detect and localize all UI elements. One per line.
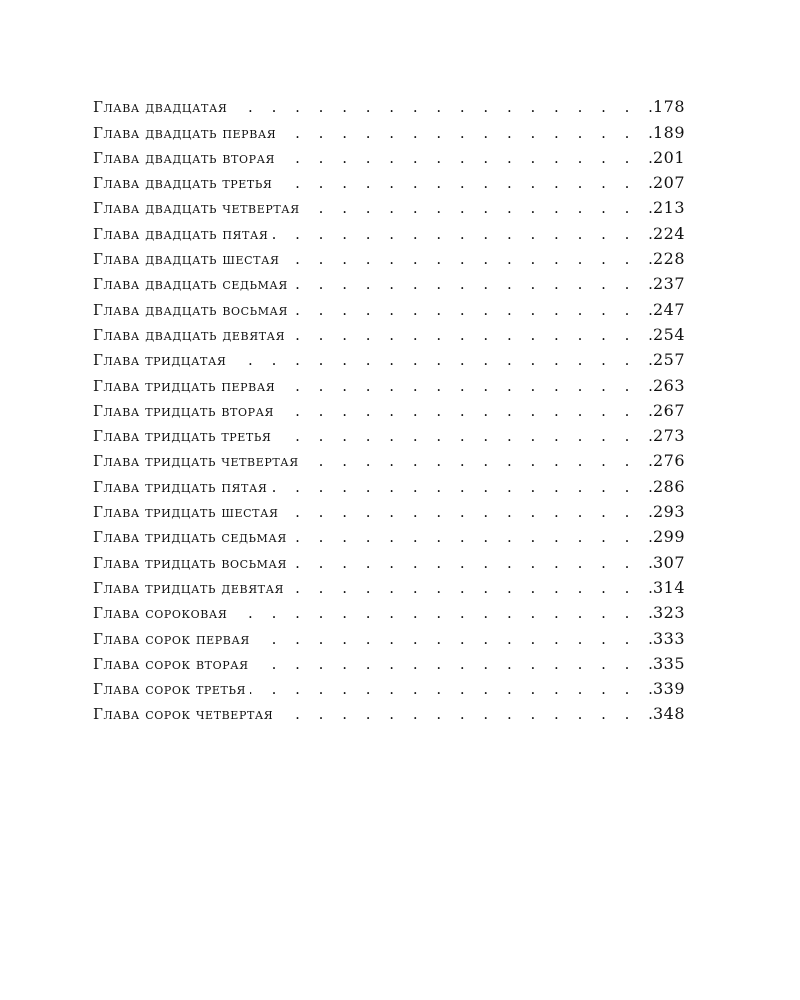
toc-dot-leader	[276, 173, 653, 193]
toc-entry[interactable]	[93, 471, 685, 496]
toc-entry-title: Глава тридцать восьмая	[93, 553, 287, 572]
toc-entry-page-number: 339	[652, 679, 685, 699]
toc-entry[interactable]	[93, 421, 685, 446]
toc-entry[interactable]	[93, 244, 685, 269]
toc-dot-leader	[291, 553, 653, 573]
toc-entry-title: Глава двадцать третья	[93, 174, 273, 193]
toc-entry[interactable]	[93, 92, 685, 117]
toc-entry-title: Глава сорок четвертая	[93, 705, 274, 724]
toc-entry-page-number: 348	[652, 704, 685, 724]
toc-entry-title: Глава двадцать пятая	[93, 224, 269, 243]
toc-dot-leader	[291, 527, 653, 547]
toc-entry-title: Глава двадцатая	[93, 98, 228, 117]
toc-entry[interactable]	[93, 320, 685, 345]
toc-entry-title: Глава двадцать шестая	[93, 250, 280, 269]
toc-entry-title: Глава двадцать девятая	[93, 325, 286, 344]
toc-dot-leader	[278, 401, 653, 421]
toc-dot-leader	[279, 376, 653, 396]
toc-entry-title: Глава сорок третья	[93, 680, 246, 699]
toc-entry[interactable]	[93, 143, 685, 168]
toc-dot-leader	[280, 123, 653, 143]
toc-entry[interactable]	[93, 168, 685, 193]
toc-entry[interactable]	[93, 396, 685, 421]
toc-dot-leader	[288, 578, 653, 598]
toc-entry[interactable]	[93, 497, 685, 522]
toc-dot-leader	[271, 477, 653, 497]
toc-entry-page-number: 273	[652, 426, 685, 446]
toc-entry[interactable]	[93, 598, 685, 623]
toc-entry-title: Глава тридцать третья	[93, 427, 272, 446]
toc-entry-page-number: 207	[652, 173, 685, 193]
toc-entry[interactable]	[93, 649, 685, 674]
toc-dot-leader	[303, 451, 653, 471]
toc-entry[interactable]	[93, 193, 685, 218]
toc-entry-page-number: 307	[652, 552, 685, 572]
toc-entry-title: Глава тридцатая	[93, 351, 227, 370]
toc-dot-leader	[230, 350, 653, 370]
toc-entry-title: Глава сороковая	[93, 604, 228, 623]
toc-dot-leader	[292, 274, 653, 294]
toc-dot-leader	[254, 629, 653, 649]
toc-entry-page-number: 333	[652, 628, 685, 648]
toc-dot-leader	[284, 249, 653, 269]
toc-entry-title: Глава двадцать вторая	[93, 148, 276, 167]
toc-entry[interactable]	[93, 117, 685, 142]
toc-entry-title: Глава двадцать восьмая	[93, 300, 288, 319]
toc-entry-page-number: 323	[652, 603, 685, 623]
toc-entry[interactable]	[93, 345, 685, 370]
toc-entry[interactable]	[93, 547, 685, 572]
toc-entry-title: Глава тридцать седьмая	[93, 528, 287, 547]
toc-entry-page-number: 276	[652, 451, 685, 471]
toc-dot-leader	[275, 426, 653, 446]
toc-entry-page-number: 263	[652, 375, 685, 395]
toc-dot-leader	[272, 224, 653, 244]
toc-entry[interactable]	[93, 623, 685, 648]
toc-dot-leader	[283, 502, 653, 522]
toc-entry-page-number: 247	[652, 299, 685, 319]
toc-dot-leader	[277, 704, 653, 724]
toc-entry[interactable]	[93, 573, 685, 598]
toc-entry-title: Глава тридцать шестая	[93, 503, 279, 522]
toc-entry-title: Глава тридцать первая	[93, 376, 276, 395]
toc-entry-title: Глава двадцать седьмая	[93, 275, 288, 294]
toc-entry-title: Глава сорок вторая	[93, 654, 249, 673]
toc-entry-page-number: 257	[652, 350, 685, 370]
toc-entry-page-number: 201	[652, 147, 685, 167]
toc-entry-page-number: 224	[652, 223, 685, 243]
toc-entry-page-number: 299	[652, 527, 685, 547]
toc-entry-title: Глава тридцать пятая	[93, 477, 268, 496]
toc-entry-page-number: 314	[652, 577, 685, 597]
toc-entry-title: Глава тридцать вторая	[93, 401, 274, 420]
toc-entry-title: Глава тридцать девятая	[93, 578, 285, 597]
toc-entry[interactable]	[93, 370, 685, 395]
toc-entry[interactable]	[93, 674, 685, 699]
toc-dot-leader	[279, 148, 653, 168]
toc-dot-leader	[231, 603, 653, 623]
toc-entry-page-number: 286	[652, 476, 685, 496]
toc-entry[interactable]	[93, 218, 685, 243]
toc-dot-leader	[250, 679, 653, 699]
toc-entry-page-number: 254	[652, 324, 685, 344]
toc-entry-page-number: 178	[652, 97, 685, 117]
toc-entry-page-number: 293	[652, 502, 685, 522]
toc-entry-page-number: 213	[652, 198, 685, 218]
toc-entry-page-number: 335	[652, 653, 685, 673]
toc-dot-leader	[253, 654, 653, 674]
toc-entry-page-number: 237	[652, 274, 685, 294]
toc-entry-title: Глава двадцать первая	[93, 123, 277, 142]
toc-entry[interactable]	[93, 446, 685, 471]
toc-entry[interactable]	[93, 269, 685, 294]
toc-dot-leader	[292, 300, 653, 320]
toc-dot-leader	[289, 325, 653, 345]
toc-entry[interactable]	[93, 522, 685, 547]
toc-entry-title: Глава сорок первая	[93, 629, 250, 648]
toc-entry[interactable]	[93, 699, 685, 724]
toc-entry-page-number: 267	[652, 400, 685, 420]
toc-entry-title: Глава тридцать четвертая	[93, 452, 299, 471]
toc-dot-leader	[231, 97, 653, 117]
toc-dot-leader	[304, 198, 653, 218]
toc-entry-page-number: 189	[652, 122, 685, 142]
table-of-contents	[93, 92, 685, 724]
toc-entry[interactable]	[93, 294, 685, 319]
toc-entry-page-number: 228	[652, 249, 685, 269]
toc-entry-title: Глава двадцать четвертая	[93, 199, 300, 218]
